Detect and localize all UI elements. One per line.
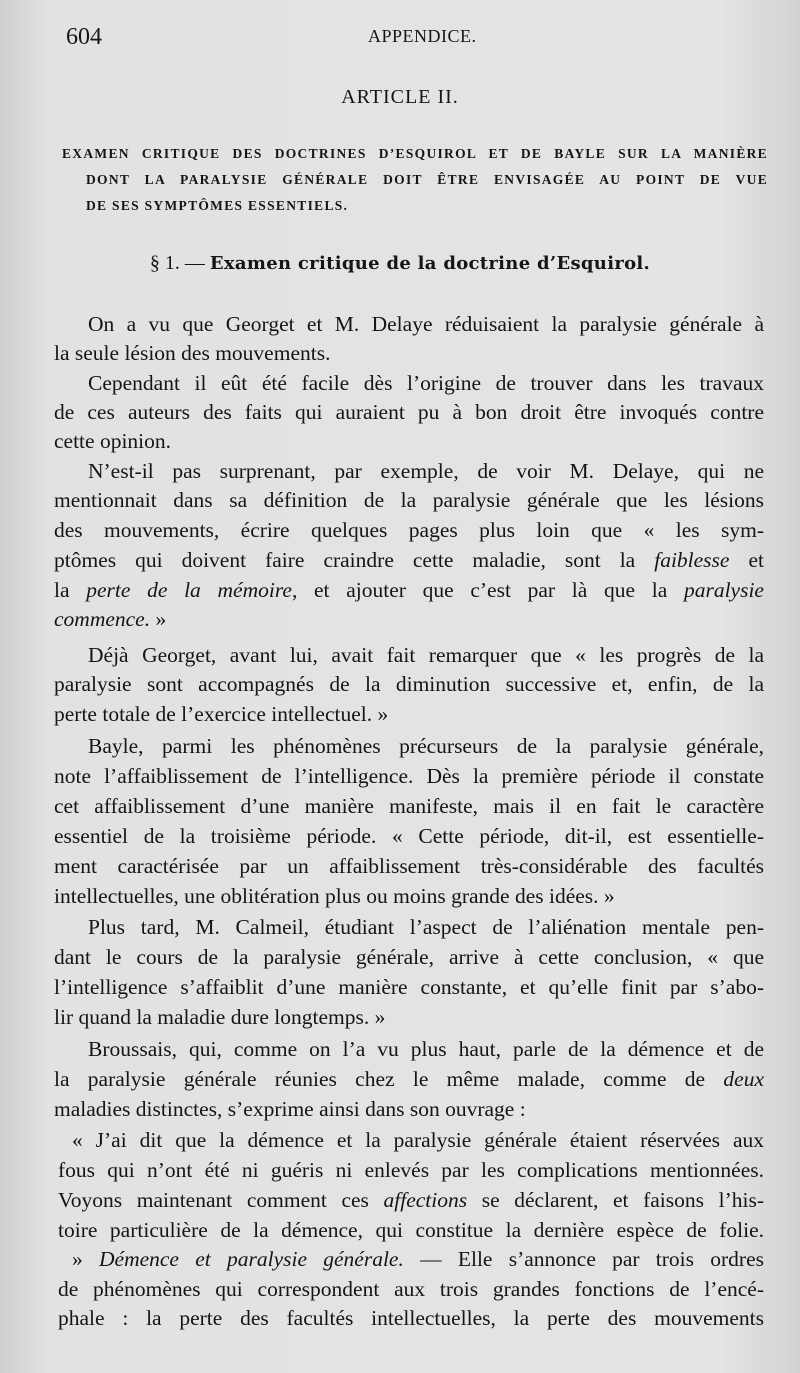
body-line: paralysie sont accompagnés de la diminution successive et, enfin, de la	[54, 672, 764, 696]
emphasis: Démence et paralysie générale.	[99, 1247, 404, 1271]
body-line: des mouvements, écrire quelques pages plus loin que « les sym-	[54, 518, 764, 542]
body-line: On a vu que Georget et M. Delaye réduisaient la paralysie générale à	[88, 312, 764, 336]
body-line: dant le cours de la paralysie générale, arrive à cette conclusion, « que	[54, 945, 764, 969]
body-line: fous qui n’ont été ni guéris ni enlevés par les complications mentionnées.	[58, 1158, 764, 1182]
body-line: la seule lésion des mouvements.	[54, 341, 331, 365]
emphasis: paralysie	[683, 578, 764, 602]
body-line: cet affaiblissement d’une manière manifeste, mais il en fait le caractère	[54, 794, 764, 818]
body-line: » Démence et paralysie générale. — Elle s’annonce par trois ordres	[72, 1247, 764, 1271]
running-title: APPENDICE.	[368, 26, 477, 46]
body-line: ptômes qui doivent faire craindre cette maladie, sont la faiblesse et	[54, 548, 764, 572]
body-line: perte totale de l’exercice intellectuel. »	[54, 702, 389, 726]
body-line: de ces auteurs des faits qui auraient pu à bon droit être invoqués contre	[54, 400, 764, 424]
body-line: phale : la perte des facultés intellectuelles, la perte des mouvements	[58, 1306, 764, 1330]
emphasis: faiblesse	[654, 548, 730, 572]
body-line: Cependant il eût été facile dès l’origine de trouver dans les travaux	[88, 371, 764, 395]
emphasis: deux	[723, 1067, 764, 1091]
body-line: cette opinion.	[54, 429, 172, 453]
body-line: toire particulière de la démence, qui constitue la dernière espèce de folie.	[58, 1218, 764, 1242]
body-line: de phénomènes qui correspondent aux trois grandes fonctions de l’encé-	[58, 1277, 764, 1301]
body-line: N’est-il pas surprenant, par exemple, de voir M. Delaye, qui ne	[88, 459, 764, 483]
body-line: Broussais, qui, comme on l’a vu plus haut, parle de la démence et de	[88, 1037, 764, 1061]
body-line: Déjà Georget, avant lui, avait fait remarquer que « les progrès de la	[88, 643, 764, 667]
body-line: essentiel de la troisième période. « Cette période, dit-il, est essentielle-	[54, 824, 764, 848]
body-line: Voyons maintenant comment ces affections se déclarent, et faisons l’his-	[58, 1188, 764, 1212]
body-line: maladies distinctes, s’exprime ainsi dans son ouvrage :	[54, 1097, 526, 1121]
body-line: lir quand la maladie dure longtemps. »	[54, 1005, 386, 1029]
article-subtitle-line: DE SES SYMPTÔMES ESSENTIELS.	[86, 198, 349, 213]
body-line: l’intelligence s’affaiblit d’une manière constante, et qu’elle finit par s’abo-	[54, 975, 764, 999]
section-title: Examen critique de la doctrine d’Esquirol.	[209, 253, 651, 274]
section-number: § 1. —	[149, 252, 205, 274]
page-number: 604	[66, 24, 102, 50]
emphasis: commence.	[54, 607, 151, 631]
article-subtitle-line: EXAMEN CRITIQUE DES DOCTRINES D’ESQUIROL ET DE BAYLE SUR LA MANIÈRE	[62, 146, 768, 161]
emphasis: perte de la mémoire	[86, 578, 292, 602]
article-title: ARTICLE II.	[341, 86, 459, 108]
running-head	[0, 24, 800, 54]
body-line: Bayle, parmi les phénomènes précurseurs de la paralysie générale,	[88, 734, 764, 758]
body-line: Plus tard, M. Calmeil, étudiant l’aspect de l’aliénation mentale pen-	[88, 915, 764, 939]
emphasis: affections	[383, 1188, 468, 1212]
section-heading	[0, 252, 800, 275]
body-line: note l’affaiblissement de l’intelligence. Dès la première période il constate	[54, 764, 764, 788]
article-subtitle-line: DONT LA PARALYSIE GÉNÉRALE DOIT ÊTRE ENVISAGÉE AU POINT DE VUE	[86, 172, 768, 187]
body-line: commence. »	[54, 607, 167, 631]
body-line: ment caractérisée par un affaiblissement très-considérable des facultés	[54, 854, 764, 878]
body-line: la perte de la mémoire, et ajouter que c’est par là que la paralysie	[54, 578, 764, 602]
body-line: « J’ai dit que la démence et la paralysie générale étaient réservées aux	[72, 1128, 764, 1152]
body-line: la paralysie générale réunies chez le même malade, comme de deux	[54, 1067, 764, 1091]
body-line: mentionnait dans sa définition de la paralysie générale que les lésions	[54, 488, 764, 512]
body-line: intellectuelles, une oblitération plus ou moins grande des idées. »	[54, 884, 615, 908]
